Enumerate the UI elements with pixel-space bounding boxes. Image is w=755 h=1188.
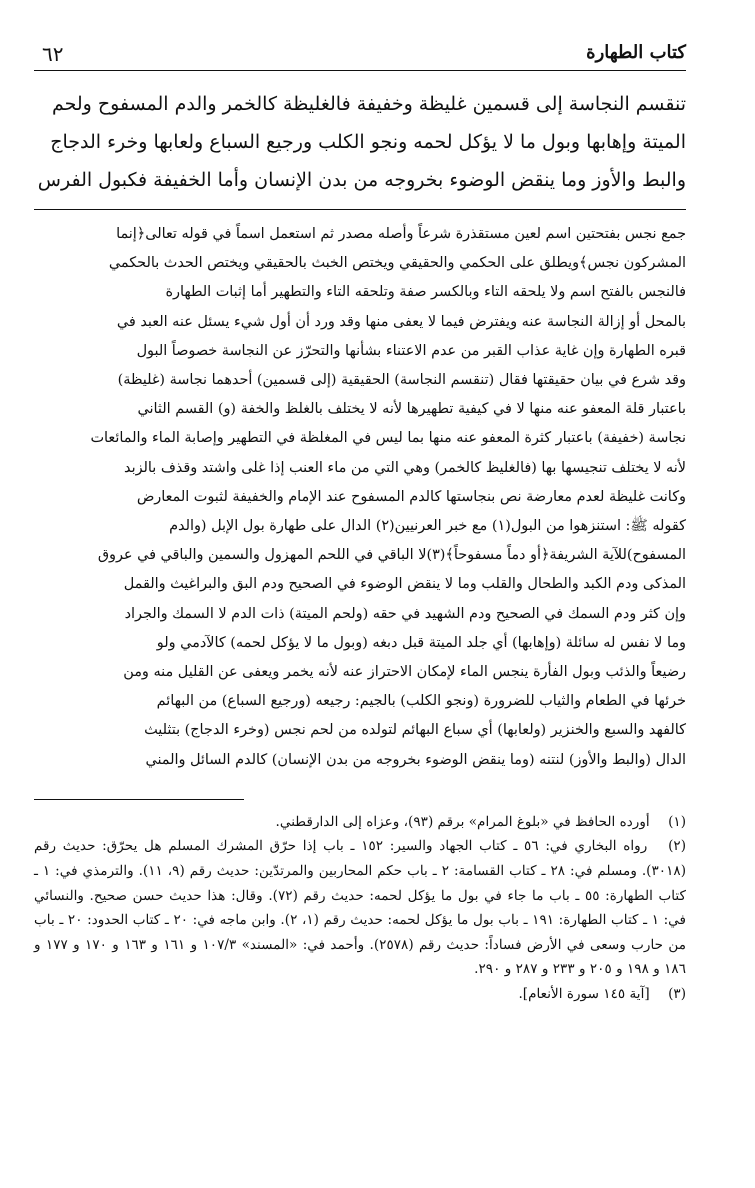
commentary-line: نجاسة (خفيفة) باعتبار كثرة المعفو عنه منها بما ليس في المغلظة في التطهير وإصابة الماء والمائعات	[90, 430, 686, 447]
footnotes	[34, 810, 686, 1007]
footnote-rule	[34, 799, 244, 800]
main-text-line: الميتة وإهابها وبول ما لا يؤكل لحمه ونجو الكلب ورجيع السباع ولعابها وخرء الدجاج	[50, 131, 686, 153]
footnote-item	[34, 810, 686, 835]
commentary-line: كالفهد والسبع والخنزير (ولعابها) أي سباع البهائم لتولده من لحم نجس (وخرء الدجاج) بتثليث	[144, 722, 686, 739]
page-header	[34, 40, 686, 70]
commentary-separator	[34, 209, 686, 210]
main-text	[34, 85, 686, 199]
commentary-line: وما لا نفس له سائلة (وإهابها) أي جلد الميتة قبل دبغه (وبول ما لا يؤكل لحمه) كالآدمي ولو	[156, 634, 686, 651]
commentary-line: كقوله ﷺ: استنزهوا من البول(١) مع خبر العرنيين(٢) الدال على طهارة بول الإبل (والدم	[169, 518, 686, 535]
running-title: كتاب الطهارة	[586, 42, 686, 63]
footnote-item	[34, 834, 686, 982]
commentary-line: جمع نجس بفتحتين اسم لعين مستقذرة شرعاً وأصله مصدر ثم استعمل اسماً في قوله تعالى﴿إنما	[116, 226, 686, 242]
book-page	[34, 40, 686, 1007]
commentary-line: باعتبار قلة المعفو عنه منها لا في كيفية تطهيرها لأنه لا يختلف بالغلظ والخفة (و) القسم الثاني	[137, 401, 686, 418]
commentary-text	[34, 220, 686, 775]
commentary-line: رضيعاً والذئب وبول الفأرة ينجس الماء لإمكان الاحتراز عنه لأنه يخمر ويعفى عن القليل منه ومن	[123, 664, 686, 681]
commentary-line: قبره الطهارة وإن غاية عذاب القبر من عدم الاعتناء بشأنها والتحرّز عن النجاسة خصوصاً البول	[136, 342, 686, 359]
commentary-line: وقد شرع في بيان حقيقتها فقال (تنقسم النجاسة) الحقيقية (إلى قسمين) أحدهما نجاسة (غليظة)	[117, 372, 686, 389]
header-rule	[34, 70, 686, 71]
page-number: ٦٢	[42, 42, 64, 66]
main-text-line: تنقسم النجاسة إلى قسمين غليظة وخفيفة فالغليظة كالخمر والدم المسفوح ولحم	[51, 93, 686, 115]
footnote-number: (٢)	[668, 838, 687, 855]
footnote-number: (١)	[668, 813, 686, 830]
commentary-line: المشركون نجس﴾ويطلق على الحكمي والحقيقي ويختص الخبث بالحقيقي ويختص الحدث بالحكمي	[108, 255, 686, 272]
footnote-number: (٣)	[668, 986, 686, 1003]
footnote-text: أورده الحافظ في «بلوغ المرام» برقم (٩٣)، وعزاه إلى الدارقطني.	[275, 813, 650, 830]
commentary-line: وكانت غليظة لعدم معارضة نص بنجاستها كالدم المسفوح عند الإمام والخفيفة لثبوت المعارض	[136, 488, 686, 505]
main-text-line: والبط والأوز وما ينقض الوضوء بخروجه من بدن الإنسان وأما الخفيفة فكبول الفرس	[37, 169, 686, 191]
footnote-item	[34, 982, 686, 1007]
footnote-text: [آية ١٤٥ سورة الأنعام].	[518, 986, 650, 1003]
commentary-line: وإن كثر ودم السمك في الصحيح ودم الشهيد في حقه (ولحم الميتة) ذات الدم لا السمك والجراد	[124, 605, 686, 622]
commentary-line: المذكى ودم الكبد والطحال والقلب وما لا ينقض الوضوء في الصحيح ودم البق والبراغيث والقمل	[123, 576, 686, 593]
commentary-line: فالنجس بالفتح اسم ولا يلحقه التاء وبالكسر صفة وتلحقه التاء والتطهير أما إثبات الطهارة	[165, 284, 686, 301]
commentary-line: الدال (والبط والأوز) لنتنه (وما ينقض الوضوء بخروجه من بدن الإنسان) كالدم السائل والمني	[145, 751, 686, 768]
commentary-line: المسفوح)للآية الشريفة﴿أو دماً مسفوحاً﴾(٣)لا الباقي في اللحم المهزول والسمين والباقي في عروق	[97, 547, 686, 564]
commentary-line: خرئها في الطعام والثياب للضرورة (ونجو الكلب) بالجيم: رجيعه (ورجيع السباع) من البهائم	[156, 693, 686, 710]
commentary-line: بالمحل أو إزالة النجاسة عنه ويفترض فيما لا يعفى منها وقد ورد أن أول شيء يسئل عنه العبد في	[116, 313, 686, 330]
footnote-text: رواه البخاري في: ٥٦ ـ كتاب الجهاد والسير: ١٥٢ ـ باب إذا حرّق المشرك المسلم هل يحرّق: حديث رقم (٣٠١٨). ومسلم في: ٢٨ ـ كتاب القسامة: ٢ ـ باب حكم المحاربين والمرتدّين: حديث رقم (٩، ١١). والترمذي في: ١ ـ كتاب الطهارة: ٥٥ ـ باب ما جاء في بول ما يؤكل لحمه: حديث رقم (٧٢). وقال: هذا حديث حسن صحيح. والنسائي في: ١ ـ كتاب الطهارة: ١٩١ ـ باب بول ما يؤكل لحمه: حديث رقم (١، ٢). وابن ماجه في: ٢٠ ـ كتاب الحدود: ٢٠ ـ باب من حارب وسعى في الأرض فساداً: حديث رقم (٢٥٧٨). وأحمد في: «المسند» ١٠٧/٣ و ١٦١ و ١٦٣ و ١٧٠ و ١٧٧ و ١٨٦ و ١٩٨ و ٢٠٥ و ٢٣٣ و ٢٨٧ و ٢٩٠.	[34, 838, 687, 978]
commentary-line: لأنه لا يختلف تنجيسها بها (فالغليظ كالخمر) وهي التي من ماء العنب إذا غلى واشتد وقذف بالزبد	[124, 459, 686, 476]
